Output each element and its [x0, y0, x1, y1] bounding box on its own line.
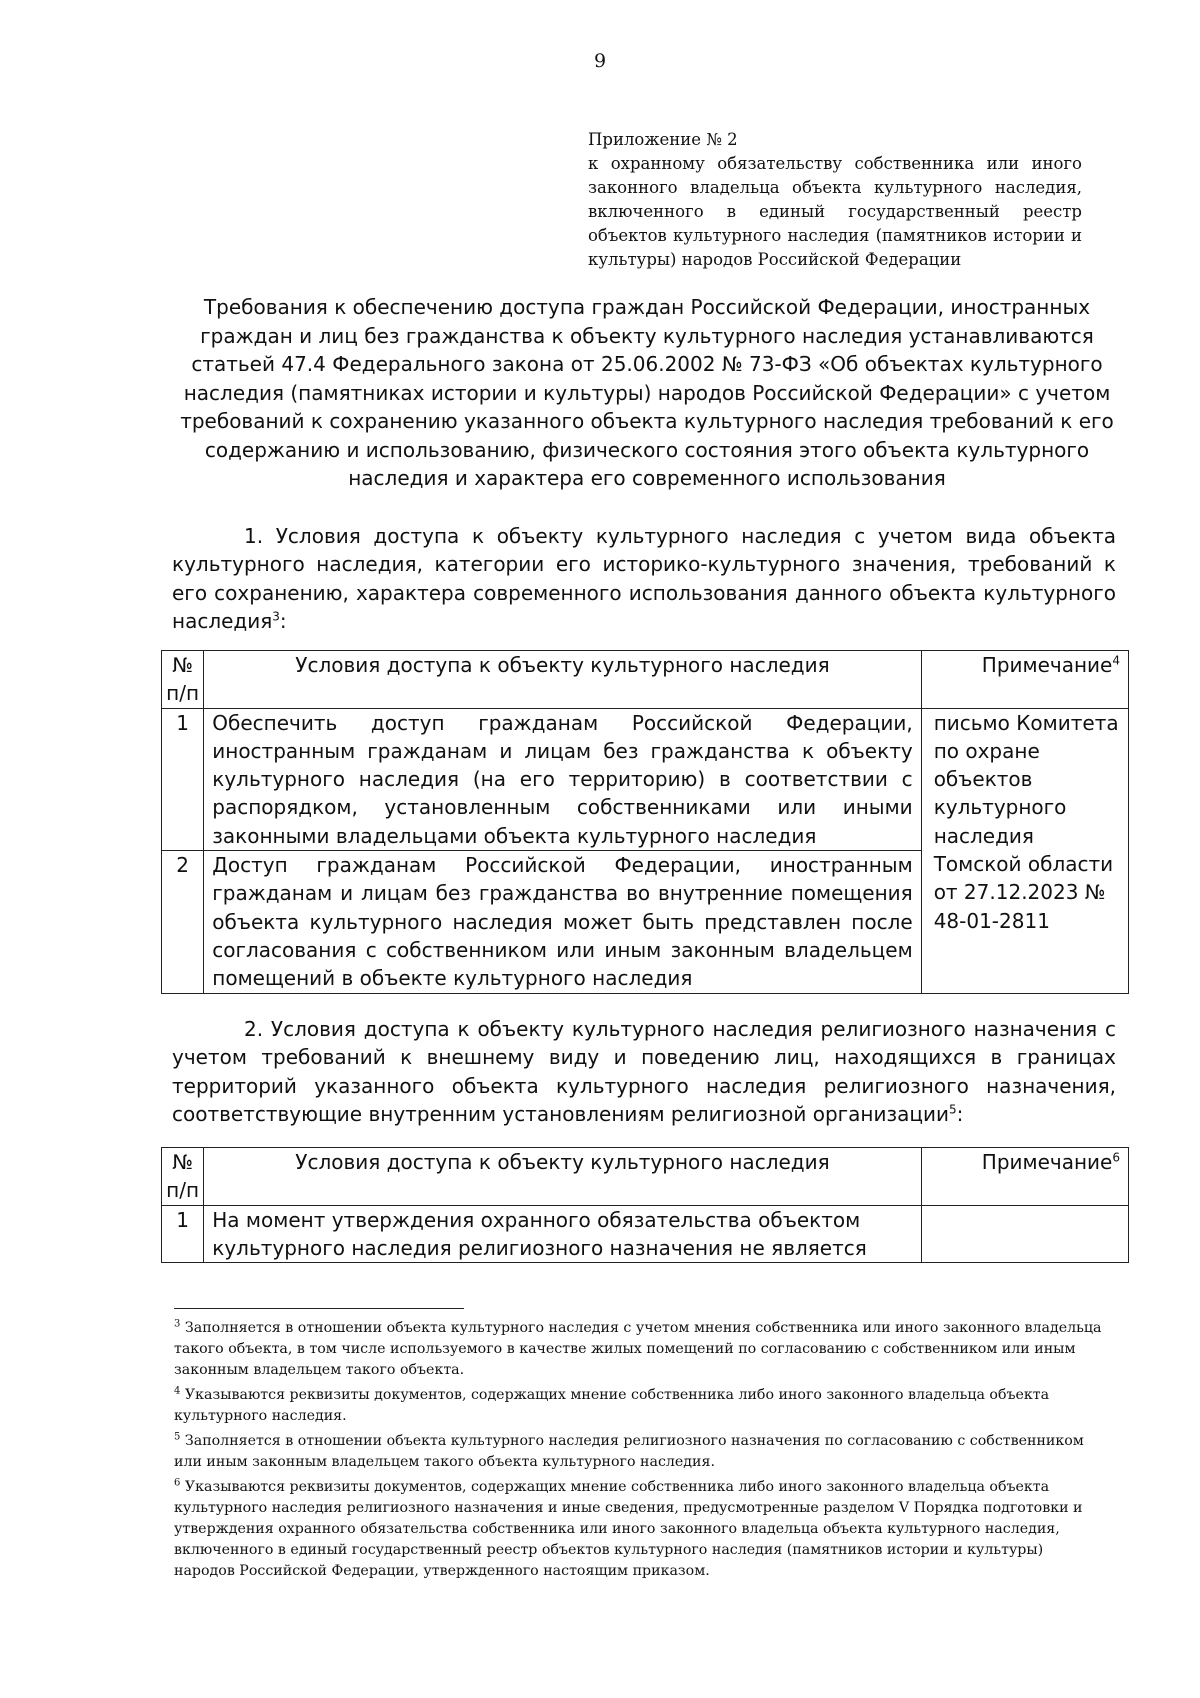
religious-access-conditions-table: [161, 1147, 1129, 1263]
table-row: [162, 708, 1129, 850]
appendix-text: к охранному обязательству собственника или иного законного владельца объекта культурного наследия, включенного в единый государственный реестр объектов культурного наследия (памятников истории и культуры) народов Российской Федерации: [588, 154, 1082, 269]
row-condition: На момент утверждения охранного обязательства объектом культурного наследия религиозного назначения не является: [204, 1205, 921, 1263]
section-1-text: [172, 522, 1116, 635]
header-num: № п/п: [162, 1148, 204, 1206]
header-condition: Условия доступа к объекту культурного наследия: [204, 1148, 921, 1206]
header-note-label: Примечание: [981, 653, 1113, 677]
appendix-title: Приложение № 2: [588, 130, 738, 149]
footnote-marker: 6: [174, 1477, 181, 1489]
footnote: [174, 1477, 1104, 1582]
footnote: [174, 1385, 1104, 1427]
row-num: 2: [162, 851, 204, 993]
footnote-text: Указываются реквизиты документов, содержащих мнение собственника либо иного законного владельца объекта культурного наследия.: [174, 1387, 1050, 1424]
row-note: [921, 1205, 1128, 1263]
footnote-ref-6: 6: [1112, 1150, 1120, 1165]
footnote-text: Указываются реквизиты документов, содержащих мнение собственника либо иного законного владельца объекта культурного наследия религиозного назначения и иные сведения, предусмотренные разделом V Порядка подготовки и утверждения охранного обязательства собственника или иного законного владельца объекта культурного наследия, включенного в единый государственный реестр объектов культурного наследия (памятников истории и культуры) народов Российской Федерации, утвержденного настоящим приказом.: [174, 1479, 1083, 1579]
footnote-text: Заполняется в отношении объекта культурного наследия религиозного назначения по согласованию с собственником или иным законным владельцем такого объекта культурного наследия.: [174, 1433, 1084, 1470]
section-1-tail: :: [279, 608, 287, 633]
row-num: 1: [162, 708, 204, 850]
footnotes: [174, 1318, 1104, 1586]
footnote-ref-5: 5: [948, 1102, 957, 1117]
footnote-text: Заполняется в отношении объекта культурного наследия с учетом мнения собственника или иного законного владельца такого объекта, в том числе используемого в качестве жилых помещений по согласованию с собственником или иным законным владельцем такого объекта.: [174, 1320, 1102, 1378]
footnote: [174, 1318, 1104, 1381]
header-num: № п/п: [162, 651, 204, 709]
document-heading: Требования к обеспечению доступа граждан Российской Федерации, иностранных граждан и лиц без гражданства к объекту культурного наследия устанавливаются статьей 47.4 Федерального закона от 25.06.2002 № 73-ФЗ «Об объектах культурного наследия (памятниках истории и культуры) народов Российской Федерации» с учетом требований к сохранению указанного объекта культурного наследия требований к его содержанию и использованию, физического состояния этого объекта культурного наследия и характера его современного использования: [180, 295, 1114, 490]
row-note: письмо Комитета по охране объектов культурного наследия Томской области от 27.12.2023 № 48-01-2811: [921, 708, 1128, 993]
row-condition: Доступ гражданам Российской Федерации, иностранным гражданам и лицам без гражданства во внутренние помещения объекта культурного наследия может быть представлен после согласования с собственником или иным законным владельцем помещений в объекте культурного наследия: [204, 851, 921, 993]
table-header-row: [162, 1148, 1129, 1206]
footnote-ref-4: 4: [1112, 653, 1120, 668]
footnote: [174, 1431, 1104, 1473]
footnote-divider: [174, 1308, 464, 1309]
page-number: 9: [593, 50, 607, 72]
section-1-body: 1. Условия доступа к объекту культурного наследия с учетом вида объекта культурного наследия, категории его историко-культурного значения, требований к его сохранению, характера современного использования данного объекта культурного наследия: [172, 524, 1116, 633]
header-note: [921, 651, 1128, 709]
access-conditions-table: [161, 650, 1129, 994]
footnote-ref-3: 3: [272, 609, 280, 624]
header-condition: Условия доступа к объекту культурного наследия: [204, 651, 921, 709]
header-note-label: Примечание: [981, 1150, 1113, 1174]
table-header-row: [162, 651, 1129, 709]
footnote-marker: 4: [174, 1385, 181, 1397]
section-2-text: [172, 1015, 1116, 1128]
row-condition: Обеспечить доступ гражданам Российской Федерации, иностранным гражданам и лицам без гражданства к объекту культурного наследия (на его территорию) в соответствии с распорядком, установленным собственниками или иными законными владельцами объекта культурного наследия: [204, 708, 921, 850]
row-num: 1: [162, 1205, 204, 1263]
footnote-marker: 5: [174, 1431, 181, 1443]
footnote-marker: 3: [174, 1318, 181, 1330]
section-2-body: 2. Условия доступа к объекту культурного наследия религиозного назначения с учетом требований к внешнему виду и поведению лиц, находящихся в границах территорий указанного объекта культурного наследия религиозного назначения, соответствующие внутренним установлениям религиозной организации: [172, 1017, 1116, 1126]
table-row: [162, 1205, 1129, 1263]
appendix-block: [588, 128, 1082, 272]
header-note: [921, 1148, 1128, 1206]
section-2-tail: :: [956, 1101, 964, 1126]
